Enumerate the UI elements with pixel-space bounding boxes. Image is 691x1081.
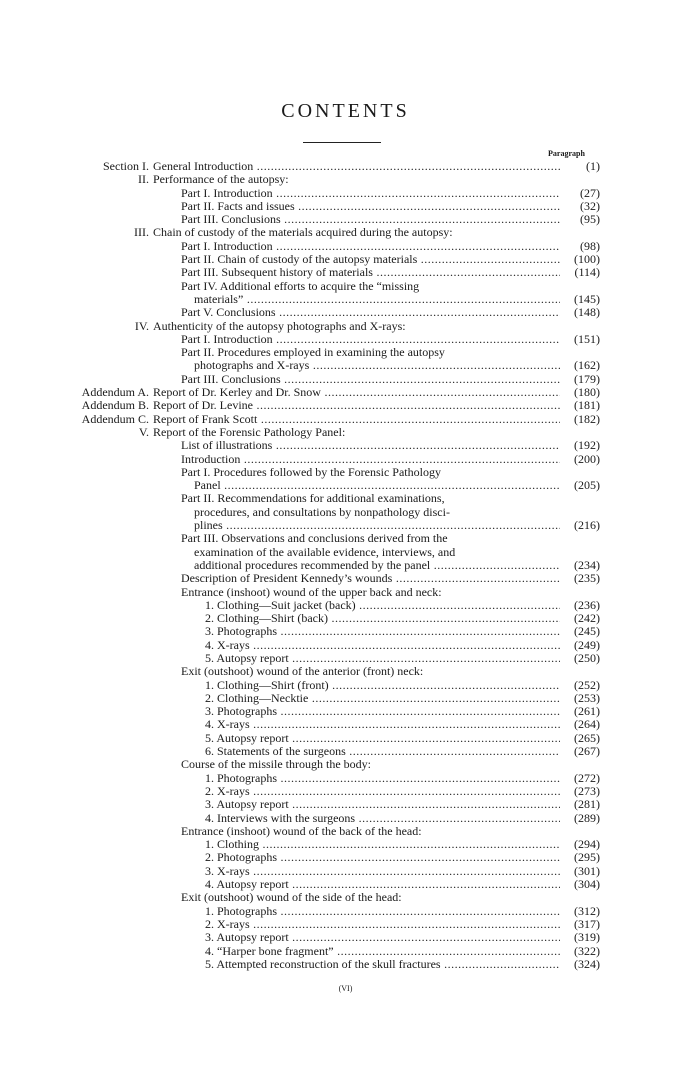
- toc-entry: [0, 718, 691, 731]
- toc-entry-title: Part III. Conclusions .....: [181, 373, 560, 386]
- toc-entry-title: Entrance (inshoot) wound of the back of the head:: [181, 824, 422, 838]
- toc-entry: [0, 958, 691, 971]
- toc-entry-paragraph: (312): [574, 903, 600, 918]
- toc-entry-title: Exit (outshoot) wound of the anterior (front) neck:: [181, 665, 424, 679]
- toc-entry: [0, 173, 691, 186]
- toc-entry-title: examination of the available evidence, interviews, and: [194, 545, 456, 559]
- toc-entry: [0, 160, 691, 173]
- toc-entry: [0, 905, 691, 918]
- toc-entry: [0, 665, 691, 678]
- toc-entry-title: List of illustrations .....: [181, 439, 560, 452]
- toc-entry-paragraph: (304): [574, 877, 600, 892]
- toc-entry: [0, 586, 691, 599]
- toc-entry-title: Panel .....: [194, 479, 560, 492]
- toc-entry-paragraph: (192): [574, 438, 600, 453]
- toc-entry-title: 3. Autopsy report .....: [205, 931, 560, 944]
- toc-entry-paragraph: (272): [574, 770, 600, 785]
- toc-entry-title: 4. Autopsy report .....: [205, 878, 560, 891]
- toc-entry-title: Part II. Facts and issues .....: [181, 200, 560, 213]
- toc-entry-paragraph: (236): [574, 597, 600, 612]
- toc-entry-title: Part III. Conclusions .....: [181, 213, 560, 226]
- toc-entry-label: IV.: [134, 318, 149, 333]
- toc-entry: [0, 346, 691, 359]
- toc-entry: [0, 333, 691, 346]
- toc-entry-paragraph: (181): [574, 398, 600, 413]
- toc-entry: [0, 226, 691, 239]
- toc-entry-title: 2. Clothing—Necktie .....: [205, 692, 560, 705]
- toc-entry: [0, 546, 691, 559]
- toc-entry-title: Part II. Procedures employed in examining the autopsy: [181, 346, 445, 360]
- toc-entry-paragraph: (162): [574, 358, 600, 373]
- toc-entry: [0, 772, 691, 785]
- toc-entry-title: procedures, and consultations by nonpathology disci-: [194, 505, 450, 519]
- toc-entry-title: Performance of the autopsy:: [153, 173, 289, 187]
- page-number: (VI): [338, 984, 353, 993]
- toc-entry-title: 1. Clothing .....: [205, 838, 560, 851]
- toc-entry: [0, 413, 691, 426]
- toc-entry-title: Part II. Chain of custody of the autopsy materials .....: [181, 253, 560, 266]
- toc-entry-paragraph: (180): [574, 385, 600, 400]
- toc-entry-title: Part I. Introduction .....: [181, 240, 560, 253]
- toc-entry-paragraph: (294): [574, 837, 600, 852]
- toc-entry-paragraph: (317): [574, 916, 600, 931]
- toc-entry: [0, 240, 691, 253]
- toc-entry-title: 2. Photographs .....: [205, 851, 560, 864]
- toc-entry: [0, 453, 691, 466]
- toc-entry: [0, 439, 691, 452]
- toc-entry-title: Part III. Observations and conclusions derived from the: [181, 532, 448, 546]
- toc-entry: [0, 479, 691, 492]
- toc-entry: [0, 320, 691, 333]
- toc-entry-paragraph: (100): [574, 252, 600, 267]
- toc-entry-paragraph: (200): [574, 451, 600, 466]
- toc-entry-paragraph: (253): [574, 690, 600, 705]
- toc-entry-title: 2. X-rays .....: [205, 785, 560, 798]
- toc-entry-paragraph: (179): [574, 371, 600, 386]
- toc-entry-title: 1. Clothing—Shirt (front) .....: [205, 679, 560, 692]
- toc-entry-paragraph: (235): [574, 571, 600, 586]
- toc-entry: [0, 705, 691, 718]
- toc-entry-title: 6. Statements of the surgeons .....: [205, 745, 560, 758]
- toc-entry-title: 5. Attempted reconstruction of the skull fractures .....: [205, 958, 560, 971]
- toc-entry-title: 2. Clothing—Shirt (back) .....: [205, 612, 560, 625]
- toc-entry-paragraph: (151): [574, 331, 600, 346]
- toc-entry-title: Report of Dr. Levine .....: [153, 399, 560, 412]
- toc-entry-paragraph: (1): [586, 159, 600, 173]
- toc-entry: [0, 532, 691, 545]
- toc-entry-paragraph: (252): [574, 677, 600, 692]
- toc-entry: [0, 798, 691, 811]
- toc-entry: [0, 359, 691, 372]
- toc-entry-label: II.: [138, 172, 149, 187]
- toc-entry-title: Description of President Kennedy’s wounds .....: [181, 572, 560, 585]
- toc-entry-title: materials” .....: [194, 293, 560, 306]
- toc-entry: [0, 266, 691, 279]
- toc-entry-paragraph: (245): [574, 624, 600, 639]
- toc-entry: [0, 426, 691, 439]
- toc-entry: [0, 466, 691, 479]
- toc-entry-title: 4. X-rays .....: [205, 639, 560, 652]
- toc-entry-paragraph: (322): [574, 943, 600, 958]
- toc-entry-label: Section I.: [103, 159, 149, 173]
- toc-entry-title: 3. Autopsy report .....: [205, 798, 560, 811]
- toc-entry-paragraph: (250): [574, 650, 600, 665]
- toc-entry-paragraph: (234): [574, 557, 600, 572]
- toc-entry-title: Exit (outshoot) wound of the side of the head:: [181, 891, 402, 905]
- toc-entry: [0, 838, 691, 851]
- toc-entry: [0, 492, 691, 505]
- toc-entry-paragraph: (264): [574, 717, 600, 732]
- toc-entry: [0, 812, 691, 825]
- toc-entry: [0, 200, 691, 213]
- toc-entry-paragraph: (261): [574, 704, 600, 719]
- toc-entry: [0, 213, 691, 226]
- table-of-contents: [0, 160, 691, 971]
- toc-entry: [0, 599, 691, 612]
- toc-entry-paragraph: (242): [574, 611, 600, 626]
- toc-entry-title: Report of Frank Scott .....: [153, 413, 560, 426]
- toc-entry: [0, 639, 691, 652]
- toc-entry: [0, 652, 691, 665]
- toc-entry: [0, 506, 691, 519]
- toc-entry-title: 1. Photographs .....: [205, 905, 560, 918]
- toc-entry-paragraph: (289): [574, 810, 600, 825]
- toc-entry-title: Part I. Introduction .....: [181, 187, 560, 200]
- toc-entry-title: 1. Photographs .....: [205, 772, 560, 785]
- toc-entry-title: 2. X-rays .....: [205, 918, 560, 931]
- toc-entry: [0, 559, 691, 572]
- page-title: CONTENTS: [281, 100, 410, 122]
- toc-entry-paragraph: (32): [580, 198, 600, 213]
- toc-entry: [0, 785, 691, 798]
- toc-entry-title: 1. Clothing—Suit jacket (back) .....: [205, 599, 560, 612]
- toc-entry-title: 3. X-rays .....: [205, 865, 560, 878]
- toc-entry: [0, 519, 691, 532]
- toc-entry-title: 5. Autopsy report .....: [205, 732, 560, 745]
- toc-entry-title: Report of Dr. Kerley and Dr. Snow .....: [153, 386, 560, 399]
- toc-entry-title: Course of the missile through the body:: [181, 758, 371, 772]
- toc-entry-paragraph: (267): [574, 744, 600, 759]
- toc-entry-paragraph: (114): [574, 265, 600, 280]
- toc-entry-label: III.: [134, 225, 149, 240]
- toc-entry-paragraph: (27): [580, 185, 600, 200]
- toc-entry-label: V.: [138, 424, 149, 439]
- toc-entry-title: Part I. Procedures followed by the Forensic Pathology: [181, 465, 441, 479]
- toc-entry: [0, 865, 691, 878]
- toc-entry: [0, 679, 691, 692]
- toc-entry-title: Introduction .....: [181, 453, 560, 466]
- toc-entry: [0, 851, 691, 864]
- title-rule: [303, 142, 381, 143]
- toc-entry-title: 4. “Harper bone fragment” .....: [205, 945, 560, 958]
- toc-entry: [0, 945, 691, 958]
- toc-entry-paragraph: (249): [574, 637, 600, 652]
- toc-entry-title: Part V. Conclusions .....: [181, 306, 560, 319]
- toc-entry-label: Addendum A.: [81, 385, 149, 400]
- toc-entry-title: Report of the Forensic Pathology Panel:: [153, 425, 346, 439]
- toc-entry-title: 4. Interviews with the surgeons .....: [205, 812, 560, 825]
- toc-entry-title: 3. Photographs .....: [205, 625, 560, 638]
- toc-entry-title: Chain of custody of the materials acquired during the autopsy:: [153, 226, 453, 240]
- toc-entry: [0, 253, 691, 266]
- toc-entry-title: 3. Photographs .....: [205, 705, 560, 718]
- toc-entry: [0, 293, 691, 306]
- toc-entry: [0, 825, 691, 838]
- toc-entry-paragraph: (281): [574, 797, 600, 812]
- toc-entry-paragraph: (145): [574, 291, 600, 306]
- toc-entry: [0, 612, 691, 625]
- toc-entry-label: Addendum B.: [81, 398, 149, 413]
- toc-entry: [0, 732, 691, 745]
- toc-entry: [0, 878, 691, 891]
- toc-entry: [0, 692, 691, 705]
- toc-entry: [0, 745, 691, 758]
- toc-entry: [0, 625, 691, 638]
- toc-entry-paragraph: (216): [574, 518, 600, 533]
- toc-entry-paragraph: (324): [574, 956, 600, 971]
- toc-entry: [0, 891, 691, 904]
- toc-entry-paragraph: (295): [574, 850, 600, 865]
- toc-entry: [0, 280, 691, 293]
- toc-entry: [0, 572, 691, 585]
- toc-entry: [0, 918, 691, 931]
- toc-entry: [0, 931, 691, 944]
- toc-entry-title: additional procedures recommended by the panel .....: [194, 559, 560, 572]
- toc-entry-title: plines .....: [194, 519, 560, 532]
- toc-entry: [0, 386, 691, 399]
- toc-entry-label: Addendum C.: [81, 411, 149, 426]
- toc-entry-title: Part III. Subsequent history of materials .....: [181, 266, 560, 279]
- toc-entry-title: Authenticity of the autopsy photographs and X-rays:: [153, 319, 406, 333]
- toc-entry-paragraph: (148): [574, 305, 600, 320]
- toc-entry-title: Part II. Recommendations for additional examinations,: [181, 492, 445, 506]
- toc-entry-title: Part IV. Additional efforts to acquire the “missing: [181, 279, 420, 293]
- toc-entry-paragraph: (205): [574, 478, 600, 493]
- toc-entry-paragraph: (98): [580, 238, 600, 253]
- toc-entry-paragraph: (301): [574, 863, 600, 878]
- toc-entry-title: Entrance (inshoot) wound of the upper back and neck:: [181, 585, 442, 599]
- toc-entry-title: photographs and X-rays .....: [194, 359, 560, 372]
- toc-entry: [0, 758, 691, 771]
- toc-entry-paragraph: (273): [574, 783, 600, 798]
- toc-entry-paragraph: (182): [574, 411, 600, 426]
- toc-entry: [0, 373, 691, 386]
- column-header-paragraph: Paragraph: [548, 149, 585, 158]
- toc-entry: [0, 399, 691, 412]
- toc-entry-title: 5. Autopsy report .....: [205, 652, 560, 665]
- toc-entry-title: Part I. Introduction .....: [181, 333, 560, 346]
- toc-entry: [0, 187, 691, 200]
- toc-entry-paragraph: (95): [580, 212, 600, 227]
- toc-entry: [0, 306, 691, 319]
- toc-entry-title: 4. X-rays .....: [205, 718, 560, 731]
- toc-entry-paragraph: (265): [574, 730, 600, 745]
- toc-entry-title: General Introduction .....: [153, 160, 560, 173]
- toc-entry-paragraph: (319): [574, 930, 600, 945]
